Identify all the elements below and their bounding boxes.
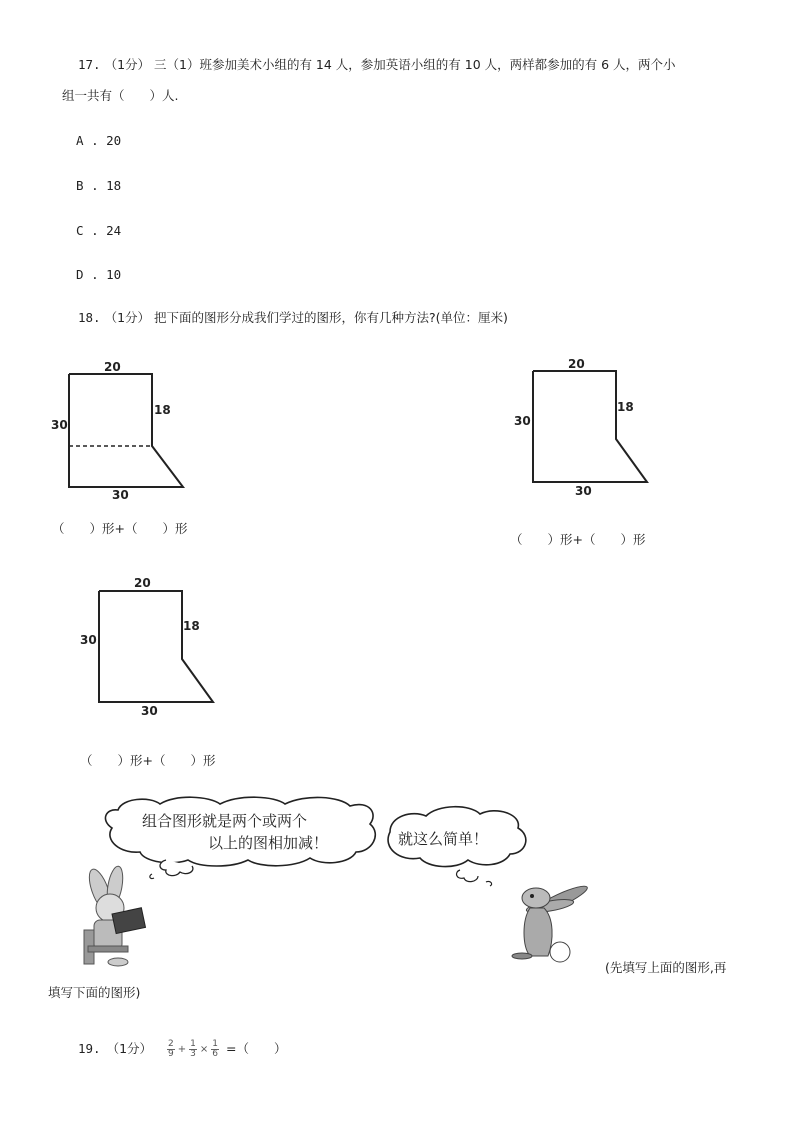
bubble-left-line2: 以上的图相加减！ bbox=[208, 834, 329, 852]
q18-answer-3[interactable]: （ ）形+（ ）形 bbox=[80, 753, 216, 768]
q19-expression bbox=[166, 1040, 220, 1059]
q17-text-line2: 组一共有（ ）人. bbox=[62, 88, 179, 103]
fraction-2 bbox=[189, 1040, 197, 1059]
label-bottom: 30 bbox=[575, 484, 592, 498]
bubble-right-text: 就这么简单！ bbox=[398, 830, 489, 848]
figure-outline bbox=[533, 371, 647, 482]
bubble-tail-cloud-right bbox=[457, 870, 478, 882]
q17-option-b[interactable] bbox=[76, 180, 121, 193]
q18-answer-1[interactable]: （ ）形+（ ）形 bbox=[52, 521, 188, 536]
q19-score: （1分） bbox=[106, 1041, 153, 1057]
option-sep: . bbox=[91, 133, 99, 148]
figure-outline bbox=[69, 374, 183, 487]
q17-option-c[interactable] bbox=[76, 225, 121, 238]
label-left: 30 bbox=[80, 633, 97, 647]
speech-bubble-left bbox=[105, 797, 375, 866]
q17-option-a[interactable] bbox=[76, 135, 121, 148]
label-right: 18 bbox=[154, 403, 171, 417]
rabbit-sitting-icon bbox=[512, 882, 590, 962]
denominator: 6 bbox=[212, 1049, 219, 1059]
option-sep: . bbox=[91, 267, 99, 282]
option-value: 24 bbox=[106, 223, 122, 238]
option-value: 10 bbox=[106, 267, 122, 282]
option-sep: . bbox=[91, 223, 99, 238]
q18-note-line1: (先填写上面的图形,再 bbox=[605, 960, 727, 975]
numerator: 1 bbox=[190, 1039, 196, 1049]
q18-score: （1分） bbox=[104, 310, 151, 325]
label-top: 20 bbox=[134, 576, 151, 590]
bubble-tail-puff bbox=[150, 874, 154, 879]
q18-stem bbox=[78, 312, 508, 325]
option-label: B bbox=[76, 178, 84, 193]
option-label: A bbox=[76, 133, 84, 148]
composite-figure-3 bbox=[78, 572, 228, 722]
rabbit-reading-icon bbox=[84, 865, 146, 966]
label-right: 18 bbox=[183, 619, 200, 633]
composite-figure-1 bbox=[48, 355, 198, 505]
bubble-tail-puff-right bbox=[486, 881, 492, 886]
q17-stem-line1 bbox=[78, 59, 676, 72]
label-bottom: 30 bbox=[112, 488, 129, 502]
numerator: 2 bbox=[168, 1039, 174, 1049]
option-sep: . bbox=[91, 178, 99, 193]
times-sign: × bbox=[199, 1043, 209, 1055]
q18-note-line2: 填写下面的图形) bbox=[48, 985, 141, 1000]
q17-text-line1: 三（1）班参加美术小组的有 14 人，参加英语小组的有 10 人，两样都参加的有 6 人，两个小 bbox=[154, 57, 676, 72]
q19-number: 19. bbox=[78, 1041, 101, 1057]
q17-score: （1分） bbox=[104, 57, 151, 72]
label-bottom: 30 bbox=[141, 704, 158, 718]
option-value: 18 bbox=[106, 178, 122, 193]
fraction-3 bbox=[211, 1040, 219, 1059]
denominator: 9 bbox=[168, 1049, 174, 1059]
q17-number: 17. bbox=[78, 57, 101, 72]
option-label: D bbox=[76, 267, 84, 282]
q18-text: 把下面的图形分成我们学过的图形，你有几种方法?(单位：厘米) bbox=[154, 310, 508, 325]
q19-stem bbox=[78, 1040, 287, 1059]
q17-option-d[interactable] bbox=[76, 269, 121, 282]
figure-outline bbox=[99, 591, 213, 702]
cartoon-illustration bbox=[60, 790, 620, 980]
fraction-1 bbox=[167, 1040, 175, 1059]
label-top: 20 bbox=[568, 357, 585, 371]
label-left: 30 bbox=[51, 418, 68, 432]
plus-sign: + bbox=[177, 1043, 187, 1055]
q19-answer-blank[interactable]: =（ ） bbox=[226, 1041, 287, 1057]
denominator: 3 bbox=[190, 1049, 196, 1059]
composite-figure-2 bbox=[512, 352, 662, 502]
bubble-left-line1: 组合图形就是两个或两个 bbox=[142, 812, 308, 830]
option-label: C bbox=[76, 223, 84, 238]
numerator: 1 bbox=[212, 1039, 219, 1049]
label-right: 18 bbox=[617, 400, 634, 414]
option-value: 20 bbox=[106, 133, 122, 148]
q18-number: 18. bbox=[78, 310, 101, 325]
q18-answer-2[interactable]: （ ）形+（ ）形 bbox=[510, 532, 646, 547]
label-top: 20 bbox=[104, 360, 121, 374]
label-left: 30 bbox=[514, 414, 531, 428]
